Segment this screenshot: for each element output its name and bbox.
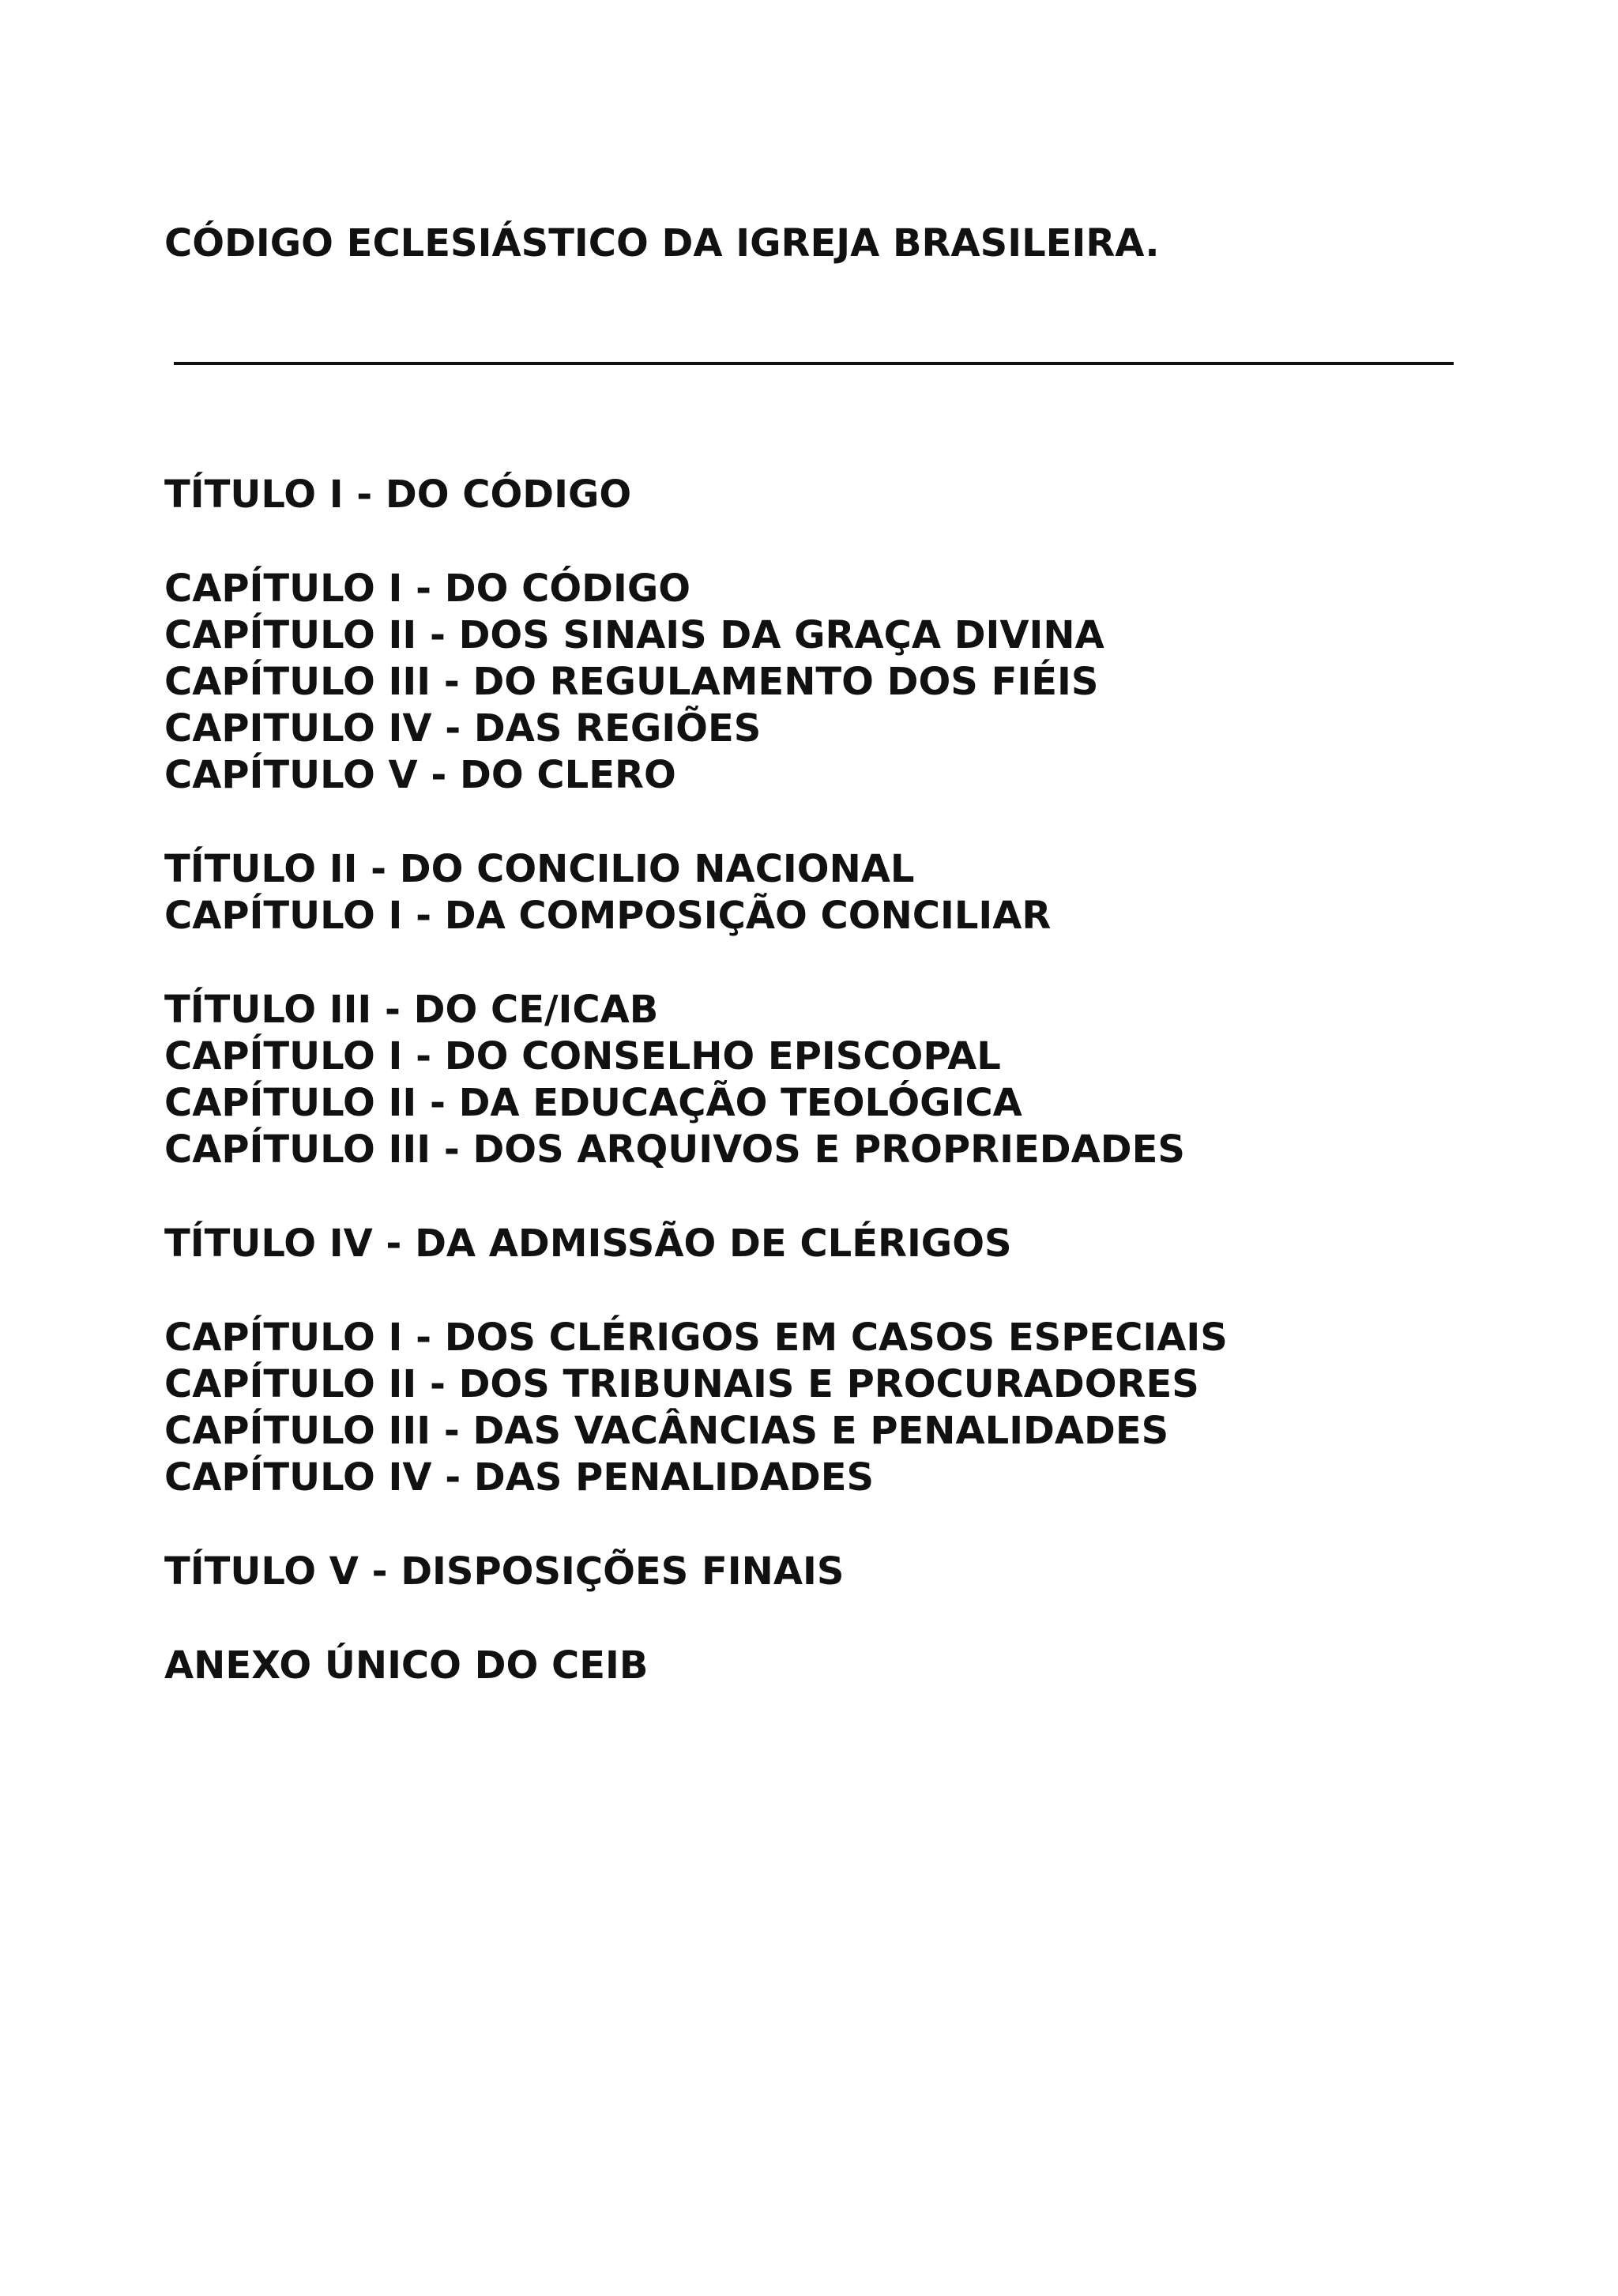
titulo-4-chapter-3: CAPÍTULO III - DAS VACÂNCIAS E PENALIDADES	[164, 1409, 1169, 1453]
annex-heading: ANEXO ÚNICO DO CEIB	[164, 1643, 649, 1688]
titulo-1-chapter-5: CAPÍTULO V - DO CLERO	[164, 753, 676, 797]
titulo-2-chapter-1: CAPÍTULO I - DA COMPOSIÇÃO CONCILIAR	[164, 894, 1052, 938]
titulo-1-chapter-1: CAPÍTULO I - DO CÓDIGO	[164, 566, 691, 611]
titulo-1-heading: TÍTULO I - DO CÓDIGO	[164, 472, 632, 517]
document-title: CÓDIGO ECLESIÁSTICO DA IGREJA BRASILEIRA.	[164, 221, 1160, 265]
titulo-5-heading: TÍTULO V - DISPOSIÇÕES FINAIS	[164, 1549, 845, 1594]
titulo-4-chapter-4: CAPÍTULO IV - DAS PENALIDADES	[164, 1455, 875, 1500]
title-divider-line	[174, 362, 1454, 365]
titulo-1-chapter-3: CAPÍTULO III - DO REGULAMENTO DOS FIÉIS	[164, 660, 1099, 704]
titulo-3-chapter-2: CAPÍTULO II - DA EDUCAÇÃO TEOLÓGICA	[164, 1081, 1022, 1125]
titulo-4-heading: TÍTULO IV - DA ADMISSÃO DE CLÉRIGOS	[164, 1221, 1012, 1266]
titulo-1-chapter-4: CAPITULO IV - DAS REGIÕES	[164, 706, 762, 751]
titulo-1-chapter-2: CAPÍTULO II - DOS SINAIS DA GRAÇA DIVINA	[164, 613, 1104, 657]
titulo-3-heading: TÍTULO III - DO CE/ICAB	[164, 988, 659, 1032]
titulo-4-chapter-1: CAPÍTULO I - DOS CLÉRIGOS EM CASOS ESPECIAIS	[164, 1315, 1228, 1360]
titulo-3-chapter-1: CAPÍTULO I - DO CONSELHO EPISCOPAL	[164, 1034, 1001, 1078]
titulo-4-chapter-2: CAPÍTULO II - DOS TRIBUNAIS E PROCURADORES	[164, 1362, 1199, 1406]
titulo-2-heading: TÍTULO II - DO CONCILIO NACIONAL	[164, 847, 915, 891]
titulo-3-chapter-3: CAPÍTULO III - DOS ARQUIVOS E PROPRIEDADES	[164, 1127, 1185, 1172]
